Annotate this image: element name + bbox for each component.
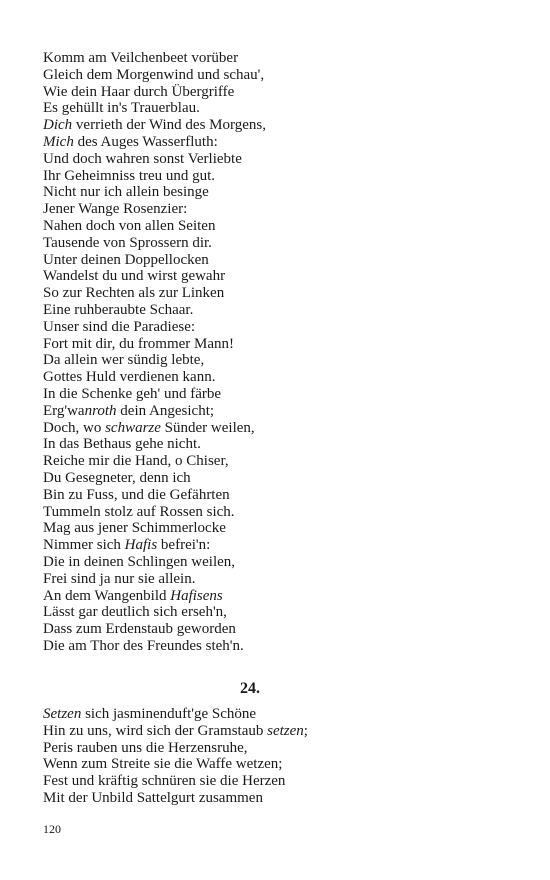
verse-line — [43, 201, 513, 218]
verse-emphasis: Hafisens — [170, 587, 223, 604]
verse-text: Doch, wo — [43, 419, 106, 436]
verse-line — [43, 352, 513, 369]
verse-text: Erg'wa — [43, 402, 85, 419]
verse-text: Fort mit dir, du frommer Mann! — [43, 335, 235, 352]
verse-text: Komm am Veilchenbeet vorüber — [43, 50, 239, 66]
verse-emphasis: Hafis — [124, 537, 158, 554]
verse-line — [43, 537, 513, 554]
verse-text: Tummeln stolz auf Rossen sich. — [43, 503, 235, 520]
verse-text: des Auges Wasserfluth: — [73, 133, 218, 150]
verse-line — [43, 621, 513, 638]
verse-line — [43, 706, 513, 723]
verse-text: Peris rauben uns die Herzensruhe, — [43, 739, 248, 756]
verse-emphasis: Mich — [43, 133, 74, 150]
verse-text: Fest und kräftig schnüren sie die Herzen — [43, 773, 286, 790]
verse-line — [43, 740, 513, 757]
poem-24-opening — [43, 706, 513, 807]
verse-text: Lässt gar deutlich sich erseh'n, — [43, 604, 227, 621]
verse-line — [43, 268, 513, 285]
verse-text: Sünder weilen, — [160, 419, 255, 436]
verse-line — [43, 723, 513, 740]
verse-text: Ihr Geheimniss treu und gut. — [43, 167, 216, 184]
verse-text: Und doch wahren sonst Verliebte — [43, 150, 242, 167]
verse-text: Tausende von Sprossern dir. — [43, 234, 212, 251]
verse-text: So zur Rechten als zur Linken — [43, 285, 225, 302]
verse-text: Die in deinen Schlingen weilen, — [43, 553, 236, 570]
verse-text: Eine ruhberaubte Schaar. — [43, 301, 194, 318]
poem-continuation — [43, 50, 513, 655]
verse-text: Es gehüllt in's Trauerblau. — [43, 100, 200, 117]
verse-text: Bin zu Fuss, und die Gefährten — [43, 486, 230, 503]
verse-line — [43, 235, 513, 252]
verse-text: befrei'n: — [157, 537, 211, 554]
verse-text: Mit der Unbild Sattelgurt zusammen — [43, 789, 263, 806]
verse-line — [43, 168, 513, 185]
verse-text: Unter deinen Doppellocken — [43, 251, 209, 268]
verse-text: Unser sind die Paradiese: — [43, 318, 196, 335]
verse-text: verrieth der Wind des Morgens, — [72, 117, 266, 134]
verse-text: Wenn zum Streite sie die Waffe wetzen; — [43, 756, 283, 773]
verse-line — [43, 504, 513, 521]
verse-line — [43, 319, 513, 336]
verse-line — [43, 151, 513, 168]
verse-text: ; — [303, 722, 308, 739]
verse-text: Mag aus jener Schimmerlocke — [43, 520, 226, 537]
verse-line — [43, 84, 513, 101]
verse-text: Frei sind ja nur sie allein. — [43, 570, 196, 587]
verse-line — [43, 403, 513, 420]
verse-line — [43, 252, 513, 269]
verse-text: Nimmer sich — [43, 537, 125, 554]
verse-text: An dem Wangenbild — [43, 587, 171, 604]
verse-emphasis: Setzen — [43, 706, 82, 722]
verse-line — [43, 604, 513, 621]
poem-number-heading: 24. — [240, 680, 260, 697]
verse-line — [43, 638, 513, 655]
verse-text: Du Gesegneter, denn ich — [43, 469, 191, 486]
verse-line — [43, 790, 513, 807]
verse-text: Gleich dem Morgenwind und schau', — [43, 66, 265, 83]
verse-text: Wandelst du und wirst gewahr — [43, 268, 226, 285]
verse-line — [43, 134, 513, 151]
verse-emphasis: setzen — [267, 722, 304, 739]
verse-line — [43, 100, 513, 117]
verse-text: Jener Wange Rosenzier: — [43, 201, 188, 218]
verse-text: Gottes Huld verdienen kann. — [43, 369, 216, 386]
verse-line — [43, 487, 513, 504]
verse-text: Nicht nur ich allein besinge — [43, 184, 209, 201]
verse-line — [43, 218, 513, 235]
verse-text: Dass zum Erdenstaub geworden — [43, 621, 236, 638]
verse-line — [43, 520, 513, 537]
verse-text: Hin zu uns, wird sich der Gramstaub — [43, 722, 268, 739]
verse-line — [43, 184, 513, 201]
verse-line — [43, 571, 513, 588]
verse-emphasis: Dich — [43, 117, 73, 134]
verse-line — [43, 369, 513, 386]
verse-text: In das Bethaus gehe nicht. — [43, 436, 201, 453]
verse-line — [43, 336, 513, 353]
verse-emphasis: schwarze — [105, 419, 161, 436]
verse-line — [43, 302, 513, 319]
verse-line — [43, 756, 513, 773]
verse-text: dein Angesicht; — [116, 402, 215, 419]
verse-text: sich jasminenduft'ge Schöne — [81, 706, 257, 722]
verse-line — [43, 420, 513, 437]
verse-line — [43, 588, 513, 605]
verse-line — [43, 453, 513, 470]
verse-text: In die Schenke geh' und färbe — [43, 385, 222, 402]
verse-line — [43, 773, 513, 790]
verse-line — [43, 554, 513, 571]
verse-text: Nahen doch von allen Seiten — [43, 217, 216, 234]
verse-emphasis: nroth — [84, 402, 117, 419]
verse-line — [43, 285, 513, 302]
verse-text: Reiche mir die Hand, o Chiser, — [43, 453, 229, 470]
verse-text: Da allein wer sündig lebte, — [43, 352, 205, 369]
verse-text: Die am Thor des Freundes steh'n. — [43, 637, 244, 654]
verse-text: Wie dein Haar durch Übergriffe — [43, 83, 235, 100]
verse-line — [43, 386, 513, 403]
verse-line — [43, 470, 513, 487]
verse-line — [43, 50, 513, 67]
page-number: 120 — [43, 822, 61, 836]
verse-line — [43, 67, 513, 84]
verse-line — [43, 117, 513, 134]
verse-line — [43, 436, 513, 453]
